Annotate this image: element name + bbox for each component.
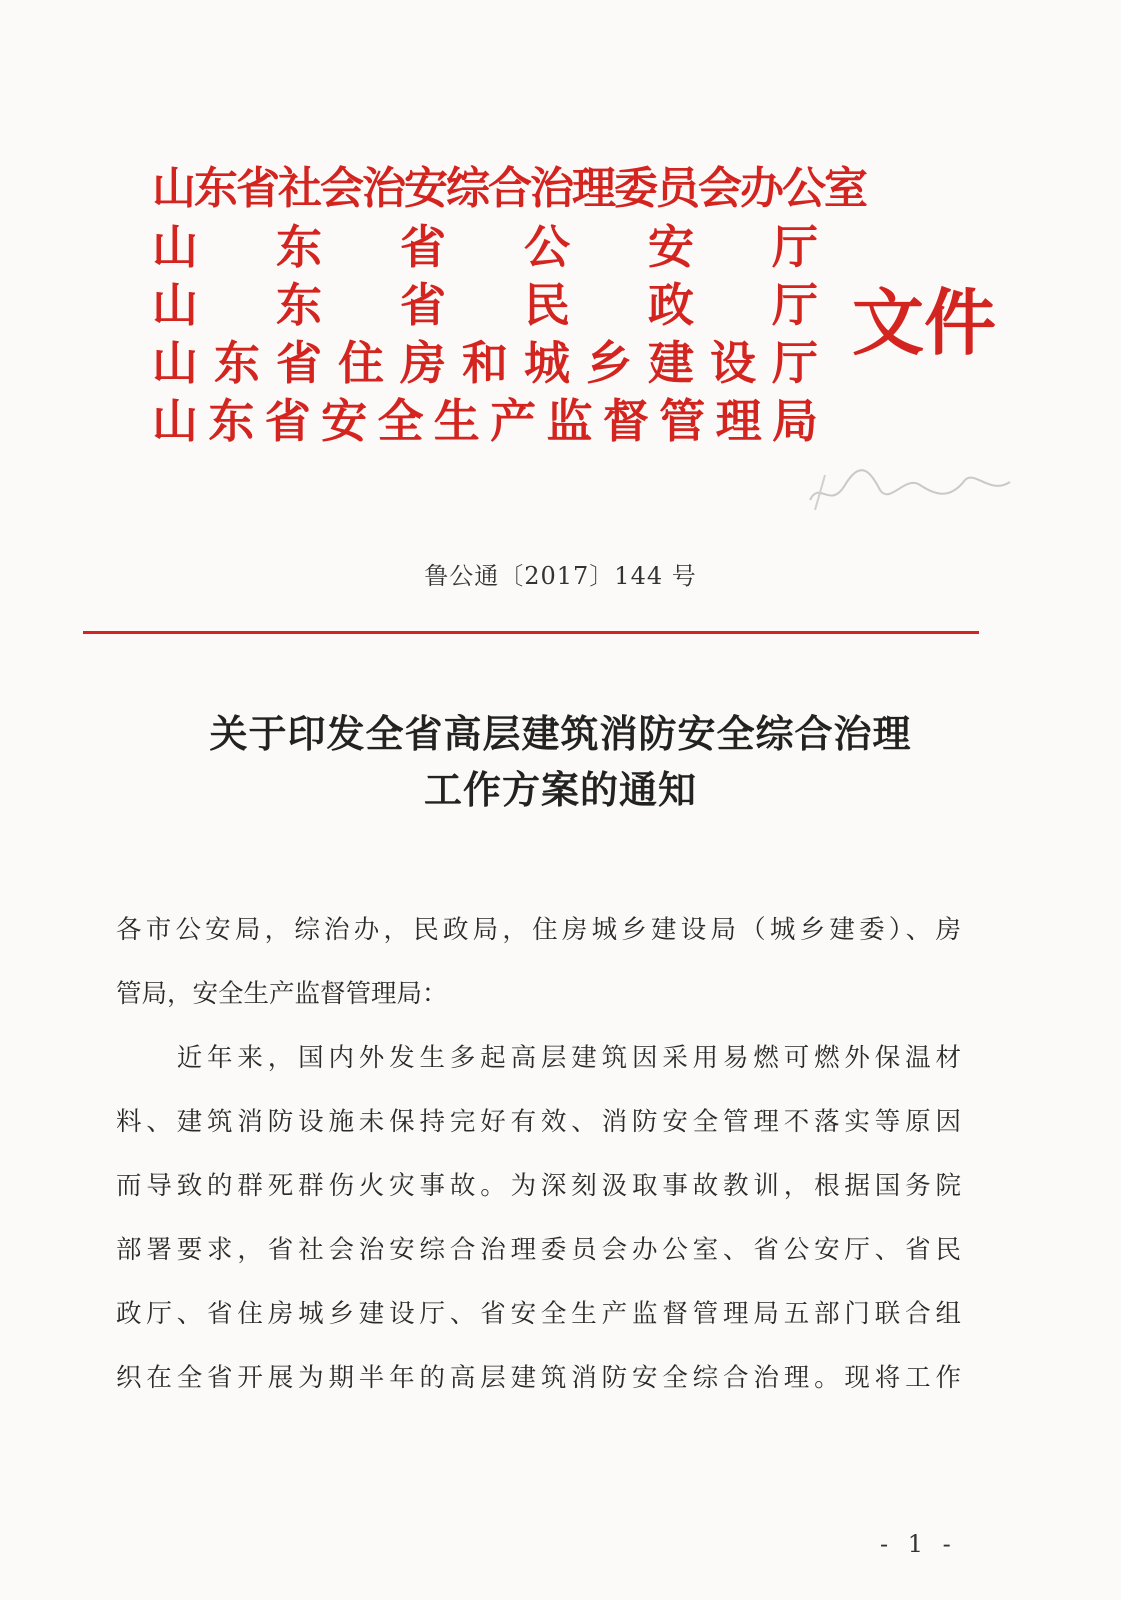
issuer-line-3 [152,276,818,334]
body-line: 各市公安局，综治办，民政局，住房城乡建设局（城乡建委）、房 [116,915,961,945]
title-line-2: 工作方案的通知 [423,768,697,812]
issuer-char: 安 [321,394,368,448]
body-line: 而导致的群死群伤火灾事故。为深刻汲取事故教训，根据国务院 [116,1171,961,1201]
issuer-char: 房 [400,336,446,390]
issuer-char: 省 [276,336,322,390]
doc-type-label: 文件 [852,280,997,365]
issuer-char: 省 [400,278,446,332]
document-title [0,706,1121,818]
issuer-char: 东 [276,278,322,332]
issuer-char: 政 [648,278,694,332]
issuer-char: 督 [602,394,649,448]
issuer-char: 住 [338,336,384,390]
issuer-char: 全 [377,394,424,448]
issuer-char: 局 [771,394,818,448]
issuer-char: 山 [152,336,198,390]
body-line: 政厅、省住房城乡建设厅、省安全生产监督管理局五部门联合组 [116,1299,961,1329]
page-number: - 1 - [880,1530,957,1558]
issuer-char: 管 [659,394,706,448]
body-line: 管局，安全生产监督管理局： [116,979,448,1009]
issuer-char: 监 [546,394,593,448]
issuer-char: 和 [462,336,508,390]
issuer-char: 民 [524,278,570,332]
body-line: 近年来，国内外发生多起高层建筑因采用易燃可燃外保温材 [116,1043,961,1073]
issuer-char: 厅 [772,220,818,274]
body-line: 部署要求，省社会治安综合治理委员会办公室、省公安厅、省民 [116,1235,961,1265]
issuer-char: 建 [648,336,694,390]
issuer-char: 省 [264,394,311,448]
issuer-char: 理 [715,394,762,448]
issuer-char: 厅 [772,336,818,390]
issuer-char: 产 [490,394,537,448]
issuer-line-1: 山东省社会治安综合治理委员会办公室 [152,163,866,214]
issuer-char: 公 [524,220,570,274]
issuer-char: 安 [648,220,694,274]
issuer-line-4 [152,334,818,392]
issuer-char: 东 [276,220,322,274]
issuer-header [152,160,866,450]
issuer-char: 山 [152,278,198,332]
issuer-char: 生 [433,394,480,448]
issuer-char: 省 [400,220,446,274]
issuer-line-5 [152,392,818,450]
issuer-char: 山 [152,394,198,448]
document-number: 鲁公通〔2017〕144 号 [424,562,697,590]
body-line: 织在全省开展为期半年的高层建筑消防安全综合治理。现将工作 [116,1363,961,1393]
issuer-char: 山 [152,220,198,274]
document-body [116,898,961,1410]
title-line-1: 关于印发全省高层建筑消防安全综合治理 [209,712,912,756]
red-divider-line [83,631,979,634]
issuer-char: 乡 [586,336,632,390]
handwritten-mark [800,440,1020,520]
issuer-char: 城 [524,336,570,390]
issuer-char: 厅 [772,278,818,332]
issuer-char: 东 [214,336,260,390]
body-line: 料、建筑消防设施未保持完好有效、消防安全管理不落实等原因 [116,1107,961,1137]
issuer-line-2 [152,218,818,276]
issuer-char: 东 [208,394,255,448]
issuer-char: 设 [710,336,756,390]
